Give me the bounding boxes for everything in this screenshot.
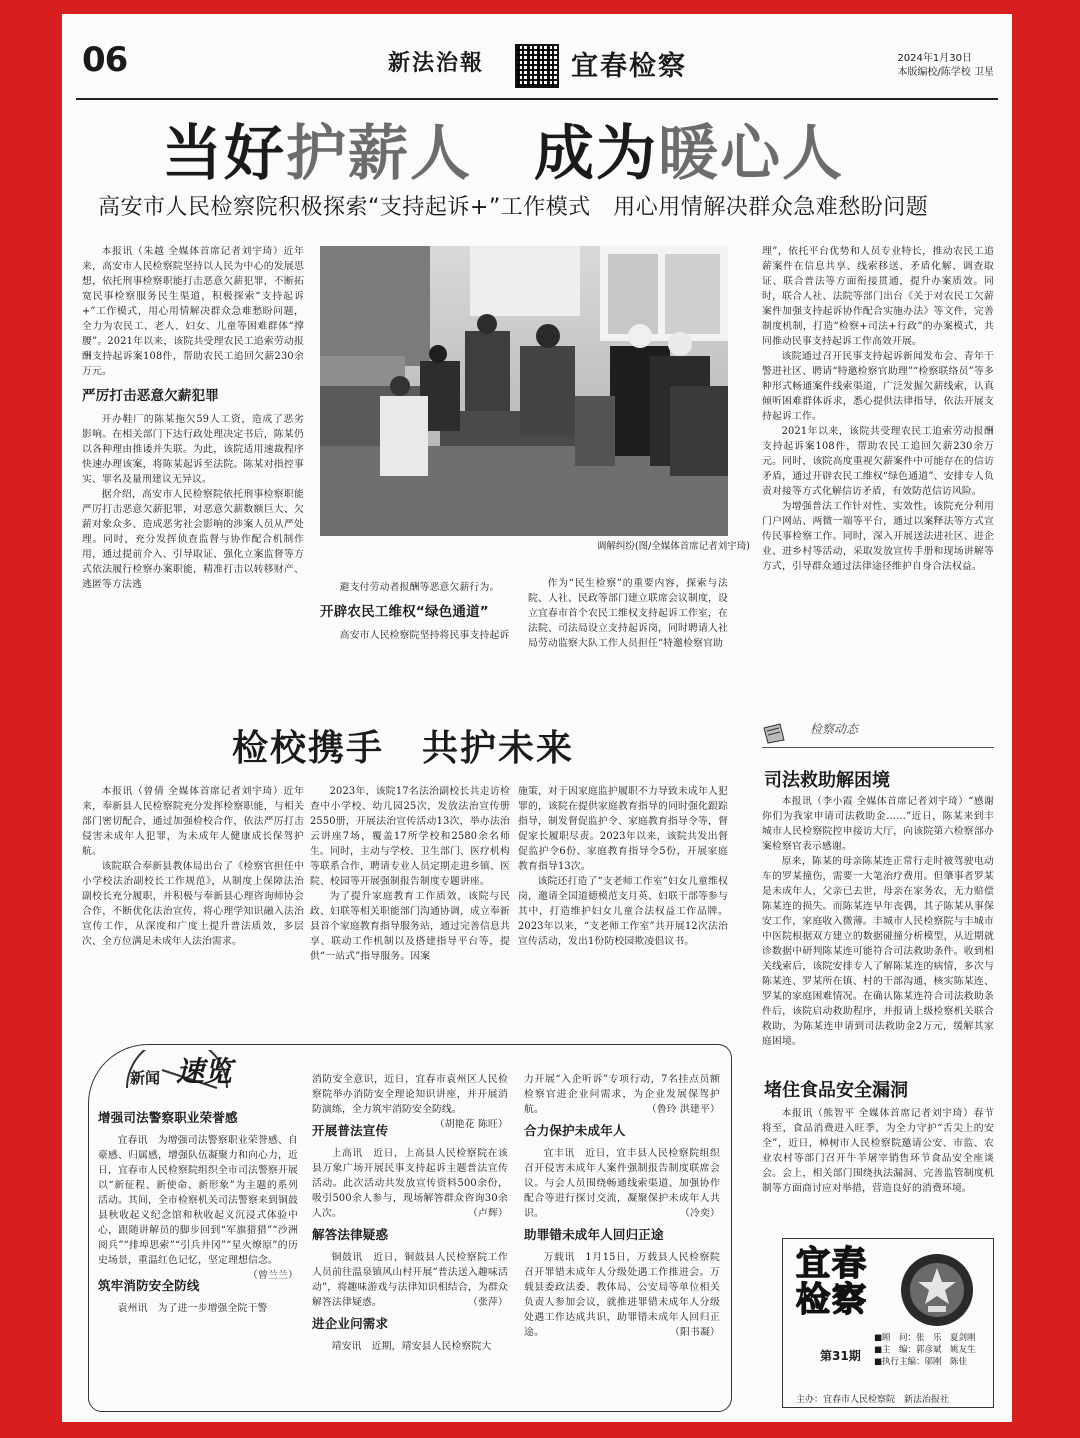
brief-author: （张萍） bbox=[468, 1297, 508, 1308]
article-paragraph: 本报讯（李小霞 全媒体首席记者刘宇琦）“感谢你们为我家申请司法救助金……”近日，陈某来到丰城市人民检察院控申接访大厅，向该院第六检察部办案检察官表示感谢。 bbox=[762, 796, 994, 852]
meeting-photo-illustration bbox=[320, 246, 728, 536]
article-paragraph: 本报讯（熊智平 全媒体首席记者刘宇琦）春节将至，食品消费进入旺季，为全力守护“舌尖上的安全”，近日，樟树市人民检察院邀请公安、市监、农业农村等部门召开牛羊屠宰销售环节食品安全座谈会。会上，相关部门围绕执法漏洞、完善监管制度机制等方面商讨应对举措，营造良好的消费环境。 bbox=[762, 1108, 994, 1194]
issue-date: 2024年1月30日 bbox=[897, 53, 972, 64]
issue-date-block bbox=[897, 52, 994, 80]
masthead-rule bbox=[76, 98, 998, 100]
brief-author: （冷奕） bbox=[680, 1208, 720, 1219]
headline-part1: 当好 bbox=[162, 119, 286, 189]
brief-body bbox=[524, 1072, 720, 1117]
main-headline bbox=[162, 106, 844, 192]
brief-author: （胡艳花 陈旺） bbox=[434, 1119, 508, 1130]
second-story-column-2 bbox=[310, 784, 510, 964]
article-paragraph: 高安市人民检察院坚持将民事支持起诉 bbox=[339, 630, 510, 641]
article-paragraph: 作为“民生检察”的重要内容，探索与法院、人社、民政等部门建立联席会议制度，设立宜春市首个农民工维权支持起诉工作室，在法院、司法局设立支持起诉岗，同时聘请人社局劳动监察大队工作人员担任“特邀检察官助 bbox=[528, 578, 728, 649]
credit-line: ■顾 问：张 乐 夏剑刚 bbox=[874, 1333, 976, 1343]
article-paragraph: 为增强普法工作针对性、实效性，该院充分利用门户网站、两微一端等平台，通过以案释法等方式宣传民事检察工作。同时，深入开展送法进社区、进企业、进乡村等活动，采取发放宣传手册和现场讲解等方式，引导群众通过法律途径维护自身合法权益。 bbox=[762, 501, 994, 572]
dynamics-title-1: 司法救助解困境 bbox=[764, 770, 890, 791]
brief-text: 万载讯 1月15日，万载县人民检察院召开罪错未成年人分级处遇工作推进会。万载县委政法委、教体局、公安局等单位相关负责人参加会议，就推进罪错未成年人分级处遇工作达成共识，助罪错未成年人回归正途。 bbox=[524, 1252, 720, 1338]
brief-body bbox=[312, 1250, 508, 1310]
article-paragraph: 本报讯（朱越 全媒体首席记者刘宇琦）近年来，高安市人民检察院坚持以人民为中心的发展思想，依托刑事检察职能打击恶意欠薪犯罪，不断拓宽民事检察服务民生渠道，积极探索“支持起诉+”工作模式，用心用情解决群众急难愁盼问题，全力为农民工、老人、妇女、儿童等困难群体“撑腰”。2021年以来，该院共受理农民工追索劳动报酬支持起诉案108件，帮助农民工追回欠薪230余万元。 bbox=[82, 246, 304, 377]
headline-part2: 护薪人 bbox=[286, 119, 472, 189]
brief-text: 消防安全意识，近日，宜春市袁州区人民检察院举办消防安全理论知识讲座，并开展消防演练，全力筑牢消防安全防线。 bbox=[312, 1074, 508, 1115]
top-story-column-3 bbox=[528, 576, 728, 651]
brief-text: 宜春讯 为增强司法警察职业荣誉感、自豪感、归属感，增强队伍凝聚力和向心力，近日，宜春市人民检察院组织全市司法警察开展以“新征程、新使命、新形象”为主题的系列活动。其间，全市检察机关司法警察来到铜鼓县秋收起义纪念馆和秋收起义沉浸式体验中心，跟随讲解员的脚步回到“军旗猎猎”“沙洲阅兵”“排埠思索”“引兵井冈”“星火燎原”的历史场景，重温红色记忆，坚定理想信念。 bbox=[98, 1135, 298, 1266]
section-title: 宜春检察 bbox=[571, 51, 687, 82]
news-brief-column-3 bbox=[524, 1072, 720, 1340]
top-story-column-2 bbox=[320, 580, 516, 643]
news-brief-column-2 bbox=[312, 1072, 508, 1354]
brief-body: 袁州讯 为了进一步增强全院干警 bbox=[117, 1303, 268, 1314]
brief-title: 筑牢消防安全防线 bbox=[98, 1278, 200, 1293]
colophon-title bbox=[796, 1246, 868, 1318]
brief-body bbox=[524, 1146, 720, 1221]
news-photo bbox=[320, 246, 728, 536]
brief-author: （卢辉） bbox=[468, 1208, 508, 1219]
brief-body: 靖安讯 近期，靖安县人民检察院大 bbox=[331, 1341, 492, 1352]
colophon-title-line2: 检察 bbox=[796, 1280, 868, 1320]
brief-author: （阳书凝） bbox=[670, 1327, 720, 1338]
article-paragraph: 该院通过召开民事支持起诉新闻发布会、青年干警进社区、聘请“特邀检察官助理”“检察联络员”等多种形式畅通案件线索渠道，广泛发掘欠薪线索，认真倾听困难群体诉求，悉心提供法律指导，依法开展支持起诉工作。 bbox=[762, 351, 994, 422]
colophon-credits bbox=[874, 1332, 976, 1368]
colophon-title-line1: 宜春 bbox=[796, 1244, 868, 1284]
brief-body bbox=[98, 1133, 298, 1281]
brief-text: 铜鼓讯 近日，铜鼓县人民检察院工作人员前往温泉镇风山村开展“普法送入趣味活动”，将趣味游戏与法律知识相结合，为群众解答法律疑惑。 bbox=[312, 1252, 508, 1308]
brief-text: 力开展“入企听诉”专项行动，7名挂点员额检察官进企业问需求，为企业发展保驾护航。 bbox=[524, 1074, 720, 1115]
brief-author: （鲁玲 洪建平） bbox=[646, 1104, 720, 1115]
photo-caption: 调解纠纷(图/全媒体首席记者刘宇琦) bbox=[596, 541, 750, 552]
article-paragraph: 避支付劳动者报酬等恶意欠薪行为。 bbox=[339, 582, 500, 593]
brief-title: 进企业问需求 bbox=[312, 1316, 389, 1331]
news-brief-column-1 bbox=[98, 1110, 298, 1316]
article-paragraph: 开办鞋厂的陈某拖欠59人工资，造成了恶劣影响。在相关部门下达行政处理决定书后，陈某仍以各种理由推诿并失联。为此，该院适用速裁程序快速办理该案，将陈某起诉至法院。陈某对指控事实、罪名及量刑建议无异议。 bbox=[82, 414, 304, 485]
qr-code-icon[interactable] bbox=[515, 44, 559, 88]
top-story-column-1 bbox=[82, 244, 304, 592]
brief-title: 开展普法宣传 bbox=[312, 1123, 389, 1138]
dynamics-body-2 bbox=[762, 1106, 994, 1196]
article-subtitle: 开辟农民工维权“绿色通道” bbox=[320, 604, 489, 620]
page-number: 06 bbox=[82, 40, 128, 80]
article-paragraph: 2021年以来，该院共受理农民工追索劳动报酬支持起诉案108件，帮助农民工追回欠薪230余万元。同时，该院高度重视欠薪案件中可能存在的信访矛盾，通过开辟农民工维权“绿色通道”、安排专人负责对接等方式化解信访矛盾，有效防范信访风险。 bbox=[762, 426, 994, 497]
article-paragraph: 本报讯（曾倩 全媒体首席记者刘宇琦）近年来，奉新县人民检察院充分发挥检察职能，与相关部门密切配合，通过加强检校合作，依法严厉打击侵害未成年人犯罪，为未成年人健康成长保驾护航。 bbox=[82, 786, 304, 857]
main-subheadline: 高安市人民检察院积极探索“支持起诉+”工作模式 用心用情解决群众急难愁盼问题 bbox=[98, 195, 929, 220]
credit-line: ■主 编：郭彦斌 姚友生 bbox=[874, 1345, 976, 1355]
page-editors: 本版编校/陈学校 卫星 bbox=[897, 67, 994, 78]
article-paragraph: 据介绍，高安市人民检察院依托刑事检察职能严厉打击恶意欠薪犯罪，对恶意欠薪数额巨大、欠薪对象众多、造成恶劣社会影响的涉案人员从严处理。同时，充分发挥侦查监督与协作配合机制作用，通过提前介入、引导取证、强化立案监督等方式依法履行检察办案职能，精准打击以转移财产、逃匿等方法逃 bbox=[82, 489, 304, 590]
brief-title: 增强司法警察职业荣誉感 bbox=[98, 1110, 238, 1125]
brief-title: 助罪错未成年人回归正途 bbox=[524, 1227, 664, 1242]
article-paragraph: 原来，陈某的母亲陈某连正常行走时被驾驶电动车的罗某撞伤，需要一大笔治疗费用。但肇事者罗某是未成年人，父亲已去世，母亲在家务农，无力赔偿陈某连的损失。而陈某连早年丧偶，其子陈某从事保安工作，家庭收入微薄。丰城市人民检察院与丰城市中医院根据双方建立的数据碰撞分析模型，从近期就诊数据中研判陈某连可能符合司法救助条件。收到相关线索后，该院安排专人了解陈某连的病情，多次与陈某连、罗某所在镇、村的干部沟通，核实陈某连、罗某的家庭困难情况。在确认陈某连符合司法救助条件后，该院启动救助程序，并报请上级检察机关联合救助，为陈某连申请到司法救助金2万元，缓解其家庭困境。 bbox=[762, 856, 994, 1047]
brief-title: 解答法律疑惑 bbox=[312, 1227, 389, 1242]
brief-text: 上高讯 近日，上高县人民检察院在该县万象广场开展民事支持起诉主题普法宣传活动。此次活动共发放宣传资料500余份，吸引500余人参与，现场解答群众咨询30余人次。 bbox=[312, 1148, 508, 1219]
brief-body bbox=[524, 1250, 720, 1340]
headline-part3: 成为 bbox=[534, 119, 658, 189]
article-paragraph: 该院联合奉新县教体局出台了《检察官担任中小学校法治副校长工作规范》，从制度上保障法治副校长充分履职，并积极与奉新县心理咨询师协会合作，不断优化法治宣传，将心理学知识融入法治宣传工作，从深度和广度上提升普法质效，多层次、全方位满足未成年人法治需求。 bbox=[82, 861, 304, 947]
dynamics-body-1 bbox=[762, 794, 994, 1049]
top-story-column-4 bbox=[762, 244, 994, 574]
procuratorate-emblem-icon bbox=[898, 1250, 976, 1334]
article-paragraph: 理”，依托平台优势和人员专业特长，推动农民工追薪案件在信息共享、线索移送、矛盾化解、调查取证、联合普法等方面衔接贯通，提升办案质效。同时，联合人社、法院等部门出台《关于对农民工欠薪案件加强支持起诉协作配合实施办法》等文件，完善制度机制，打造“检察+司法+行政”的办案模式，共同推动民事支持起诉工作高效开展。 bbox=[762, 246, 994, 347]
brief-title: 合力保护未成年人 bbox=[524, 1123, 626, 1138]
news-brief-label-small: 新闻 bbox=[130, 1069, 161, 1087]
second-story-column-1 bbox=[82, 784, 304, 949]
headline-part4: 暖心人 bbox=[658, 119, 844, 189]
article-paragraph: 施策，对于因家庭监护履职不力导致未成年人犯罪的，该院在提供家庭教育指导的同时强化跟踪指导，制发督促监护令、家庭教育指导令等，督促家长履职尽责。2023年以来，该院共发出督促监护令6份、家庭教育指导令5份，开展家庭教育指导13次。 bbox=[518, 786, 728, 872]
newspaper-brand: 新法治報 bbox=[388, 50, 485, 76]
second-story-column-3 bbox=[518, 784, 728, 949]
issue-number: 第31期 bbox=[820, 1349, 861, 1363]
dynamics-title-2: 堵住食品安全漏洞 bbox=[764, 1080, 908, 1101]
article-paragraph: 为了提升家庭教育工作质效，该院与民政、妇联等相关职能部门沟通协调，成立奉新县首个家庭教育指导服务站，通过完善信息共享、联动工作机制以及搭建指导平台等，提供“一站式”指导服务。因案 bbox=[310, 891, 510, 962]
brief-body bbox=[312, 1146, 508, 1221]
notepad-icon bbox=[762, 722, 808, 744]
newspaper-page bbox=[62, 14, 1012, 1422]
article-subtitle: 严厉打击恶意欠薪犯罪 bbox=[82, 388, 219, 404]
brief-author: （曾兰兰） bbox=[248, 1270, 298, 1281]
brief-text: 宜丰讯 近日，宜丰县人民检察院组织召开侵害未成年人案件强制报告制度联席会议。与会人员围绕畅通线索渠道、加强协作配合等进行探讨交流，凝聚保护未成年人共识。 bbox=[524, 1148, 720, 1219]
dynamics-tag: 检察动态 bbox=[810, 722, 859, 736]
colophon-host: 主办：宜春市人民检察院 新法治报社 bbox=[796, 1395, 950, 1405]
brief-body bbox=[312, 1072, 508, 1130]
news-brief-label-big: 速览 bbox=[176, 1055, 233, 1088]
second-headline: 检校携手 共护未来 bbox=[232, 727, 575, 769]
article-paragraph: 2023年，该院17名法治副校长共走访检查中小学校、幼儿园25次，发放法治宣传册2550册，开展法治宣传活动13次，举办法治云讲座7场，覆盖17所学校和2580余名师生。同时，主动与学校、卫生部门、医疗机构等联系合作，聘请专业人员定期走进乡镇、医院、校园等开展强制报告制度专题讲座。 bbox=[310, 786, 510, 887]
article-paragraph: 该院还打造了“支老师工作室”妇女儿童维权岗，邀请全国道德模范支月英、妇联干部等参与其中，打造维护妇女儿童合法权益工作品牌。2023年以来，“支老师工作室”共开展12次法治宣传活动，发出1份防校园欺凌倡议书。 bbox=[518, 876, 728, 947]
dynamics-rule bbox=[762, 747, 994, 748]
credit-line: ■执行主编：邬刚 陈佳 bbox=[874, 1357, 968, 1367]
